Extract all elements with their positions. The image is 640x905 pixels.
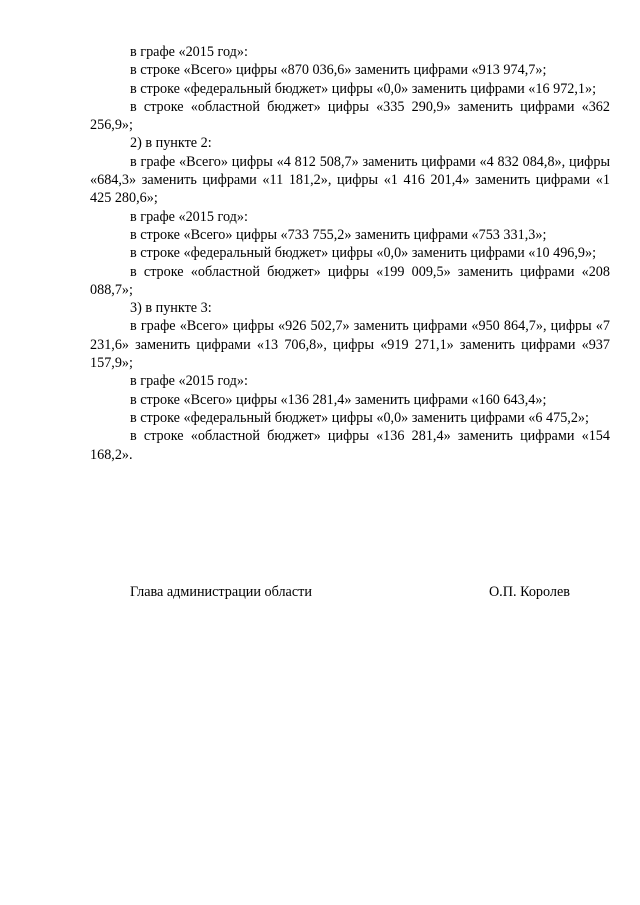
signatory-name: О.П. Королев — [488, 584, 570, 600]
paragraph: в строке «Всего» цифры «733 755,2» заменить цифрами «753 331,3»; — [130, 226, 547, 243]
paragraph: в графе «2015 год»: — [130, 373, 248, 390]
signature-block — [90, 582, 610, 602]
paragraph: 3) в пункте 3: — [130, 300, 212, 317]
paragraph: в строке «федеральный бюджет» цифры «0,0» заменить цифрами «10 496,9»; — [130, 245, 597, 262]
paragraph: в строке «Всего» цифры «136 281,4» заменить цифрами «160 643,4»; — [130, 391, 547, 408]
paragraph: в графе «2015 год»: — [130, 44, 248, 60]
paragraph: в строке «областной бюджет» цифры «335 290,9» заменить цифрами «362 256,9»; — [90, 98, 610, 134]
paragraph: 2) в пункте 2: — [130, 135, 212, 152]
paragraph: в строке «федеральный бюджет» цифры «0,0» заменить цифрами «6 475,2»; — [130, 409, 589, 426]
paragraph: в строке «областной бюджет» цифры «199 009,5» заменить цифрами «208 088,7»; — [90, 263, 610, 298]
paragraph: в строке «областной бюджет» цифры «136 281,4» заменить цифрами «154 168,2». — [90, 428, 610, 463]
paragraph: в графе «2015 год»: — [130, 208, 248, 225]
paragraph: в строке «Всего» цифры «870 036,6» заменить цифрами «913 974,7»; — [130, 62, 547, 79]
paragraph: в графе «Всего» цифры «4 812 508,7» заменить цифрами «4 832 084,8», цифры «684,3» заменить цифрами «11 181,2», цифры «1 416 201,4» заменить цифрами «1 425 280,6»; — [90, 153, 610, 207]
document-body — [90, 43, 610, 464]
signatory-title: Глава администрации области — [130, 584, 312, 600]
paragraph: в строке «федеральный бюджет» цифры «0,0» заменить цифрами «16 972,1»; — [130, 80, 597, 97]
paragraph: в графе «Всего» цифры «926 502,7» заменить цифрами «950 864,7», цифры «7 231,6» заменить цифрами «13 706,8», цифры «919 271,1» заменить цифрами «937 157,9»; — [90, 318, 610, 372]
